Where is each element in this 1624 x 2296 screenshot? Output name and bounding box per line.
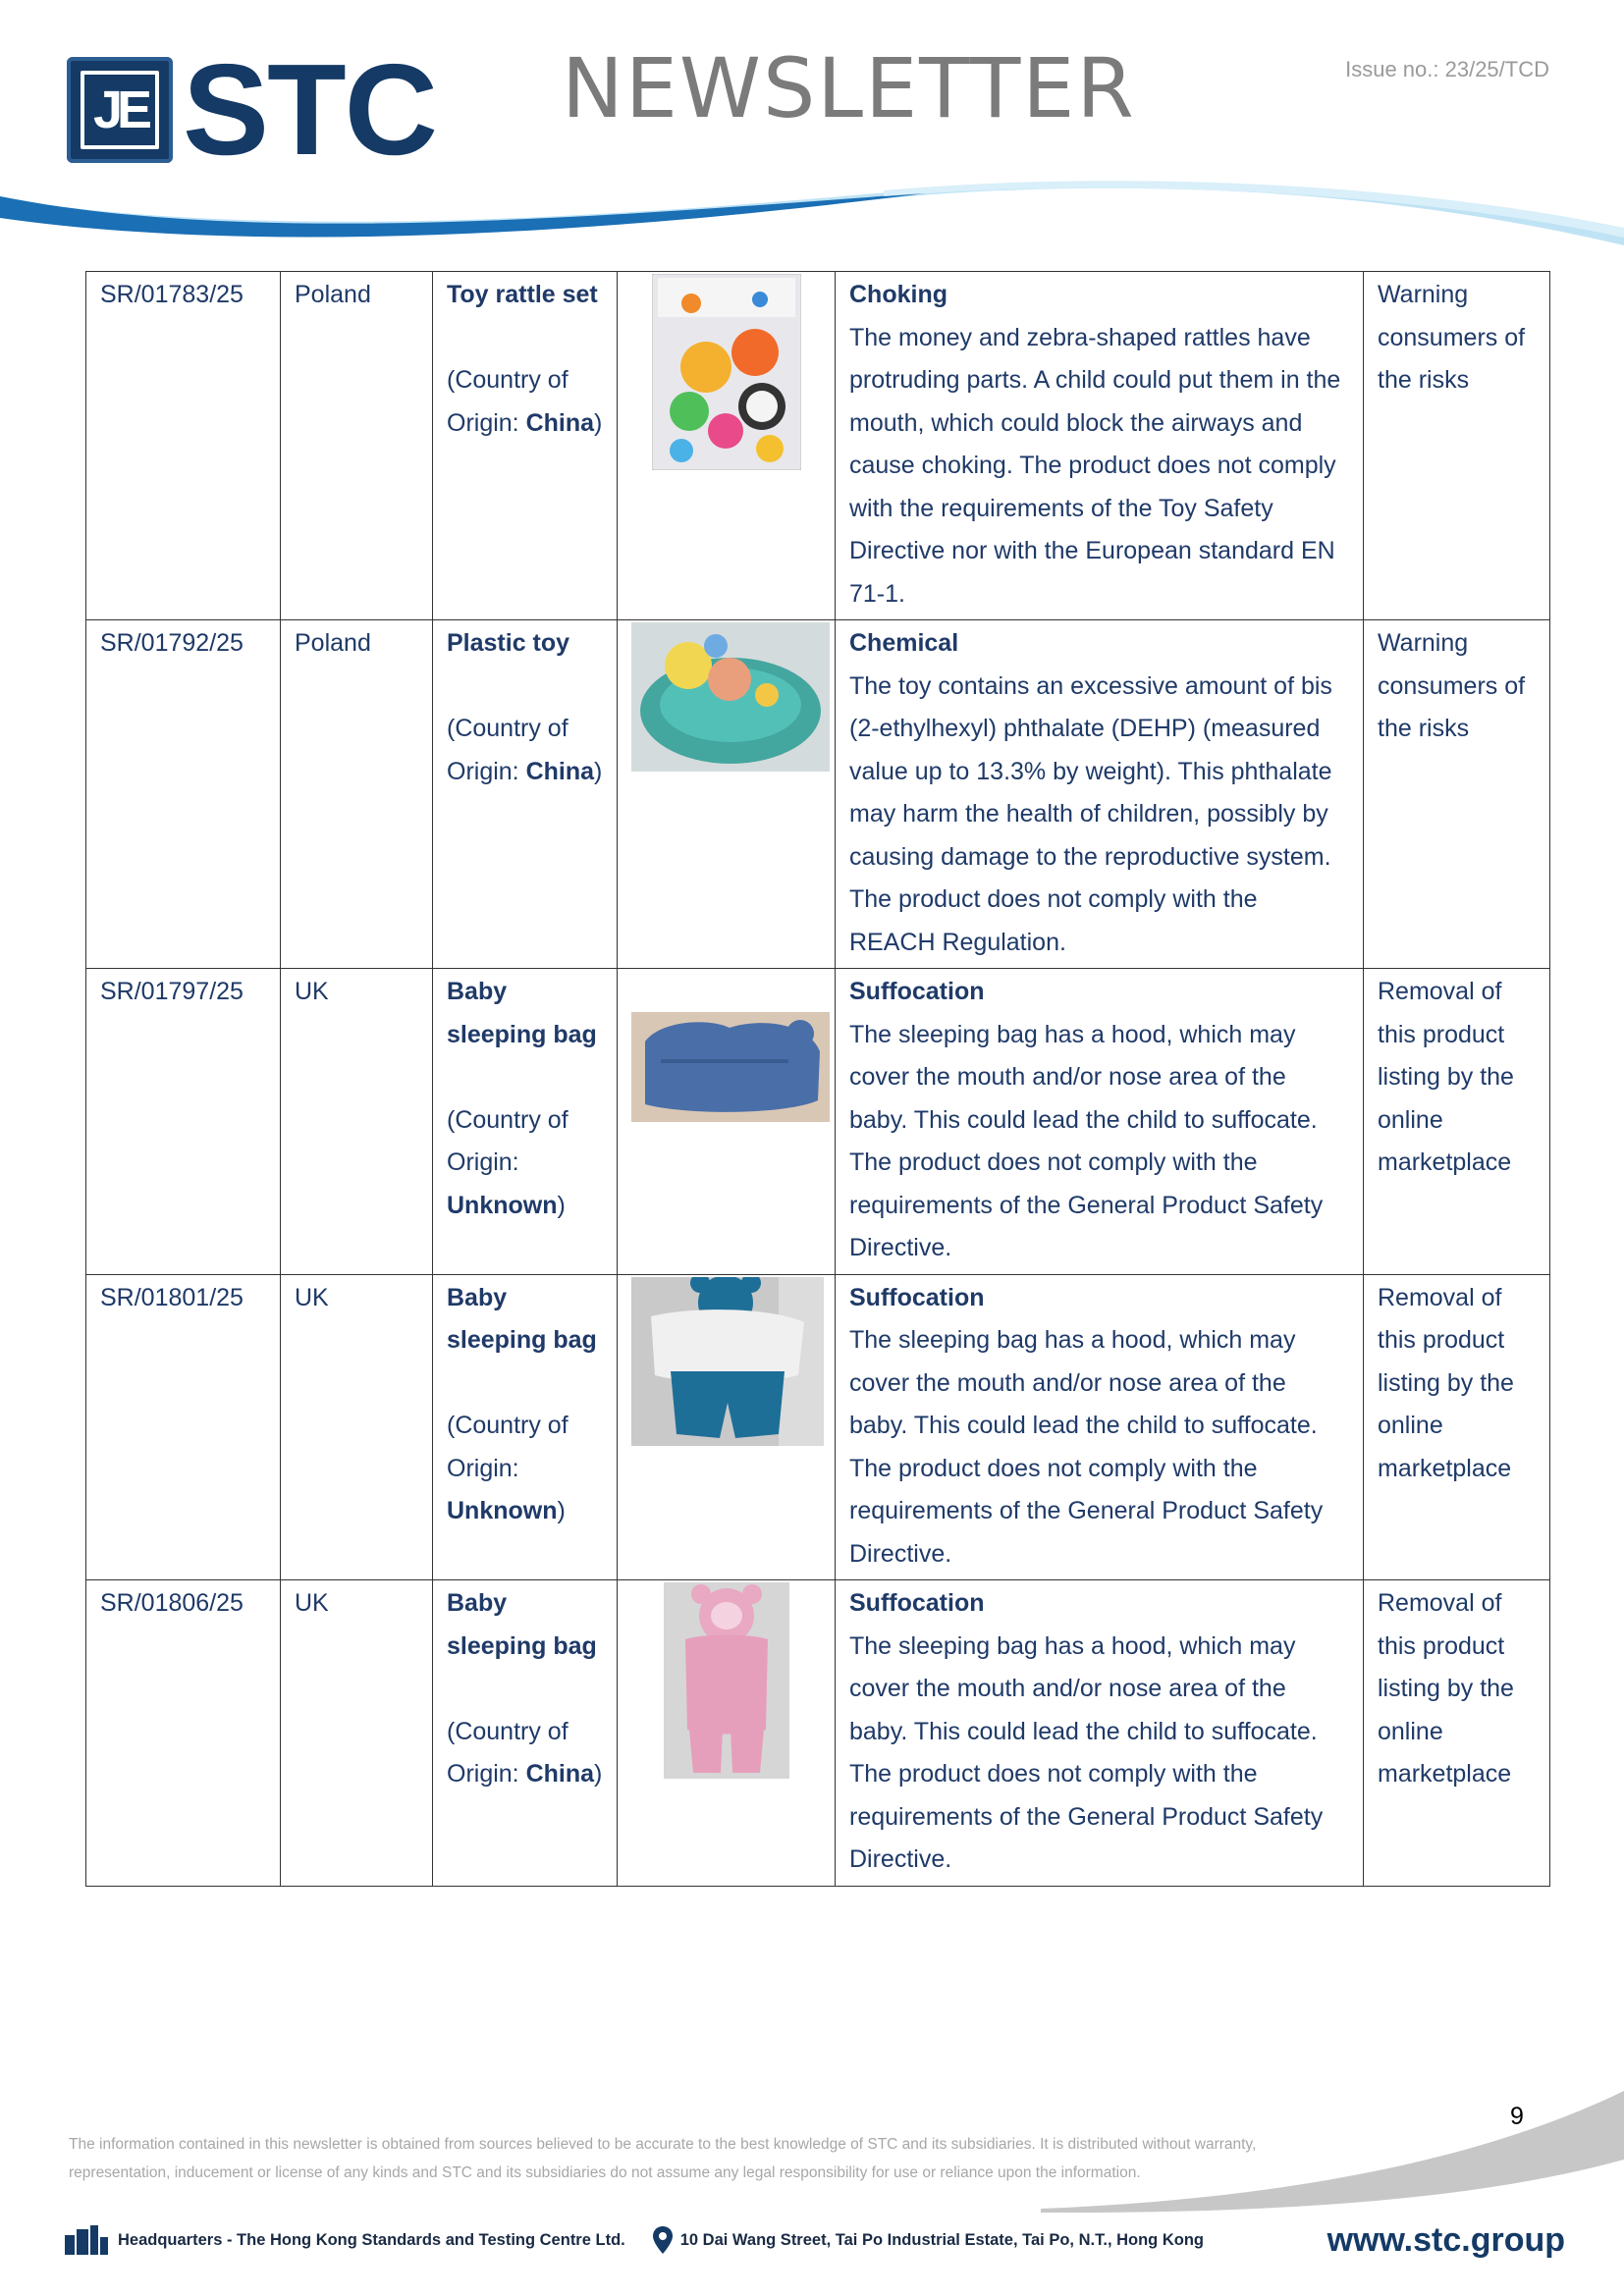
origin-value: Unknown <box>447 1497 558 1524</box>
table-row <box>86 272 1550 620</box>
page-header <box>0 0 1624 265</box>
pink-sleeping-bag-photo-icon <box>664 1582 789 1779</box>
country-of-origin: (Country of Origin: China) <box>447 715 603 785</box>
risk-description: The money and zebra-shaped rattles have protruding parts. A child could put them in the mouth, which could block the airways and cause choking. The product does not comply with the requirements of the Toy Safety Directive nor with the European standard EN 71-1. <box>849 323 1341 608</box>
location-pin-icon <box>653 2226 673 2254</box>
disclaimer: The information contained in this newsletter is obtained from sources believed to be accurate to the best knowledge of STC and its subsidiaries. It is distributed without warranty, representation, inducement or license of any kinds and STC and its subsidiaries do not assume any legal responsibility for use or reliance upon the information. <box>69 2136 1257 2181</box>
product-cell <box>433 969 618 1275</box>
table-row <box>86 620 1550 969</box>
measure: Removal of this product listing by the online marketplace <box>1364 1580 1550 1887</box>
country-of-origin: (Country of Origin: Unknown) <box>447 1105 568 1219</box>
header-swoosh <box>0 177 1624 265</box>
risk-type: Suffocation <box>849 1589 985 1617</box>
risk-type: Suffocation <box>849 1283 985 1311</box>
risk-cell <box>836 620 1364 969</box>
risk-description: The toy contains an excessive amount of bis (2-ethylhexyl) phthalate (DEHP) (measured value up to 13.3% by weight). This phthalate may harm the health of children, possibly by causing damage to the reproductive system. The product does not comply with the REACH Regulation. <box>849 671 1332 956</box>
product-image-cell <box>618 1274 836 1580</box>
origin-value: China <box>525 408 595 437</box>
plastic-toy-photo-icon <box>631 622 830 772</box>
headquarters-text: Headquarters - The Hong Kong Standards and Testing Centre Ltd. <box>118 2230 625 2249</box>
address-text: 10 Dai Wang Street, Tai Po Industrial Estate, Tai Po, N.T., Hong Kong <box>679 2230 1204 2249</box>
blue-sleeping-bag-photo-icon <box>631 1012 830 1122</box>
product-image-cell <box>618 969 836 1275</box>
footer-bar <box>63 2220 1565 2260</box>
measure: Warning consumers of the risks <box>1364 272 1550 620</box>
country-of-origin: (Country of Origin: Unknown) <box>447 1412 568 1524</box>
product-cell <box>433 1274 618 1580</box>
ref-number: SR/01792/25 <box>86 620 281 969</box>
country: UK <box>281 1274 433 1580</box>
blue-white-sleeping-bag-photo-icon <box>631 1277 824 1446</box>
risk-description: The sleeping bag has a hood, which may cover the mouth and/or nose area of the baby. This could lead the child to suffocate. The product does not comply with the requirements of the General Product Safety Directive. <box>849 1020 1324 1261</box>
product-name: Plastic toy <box>447 629 570 657</box>
issue-number: Issue no.: 23/25/TCD <box>1345 57 1549 81</box>
product-cell <box>433 272 618 620</box>
product-name: Baby sleeping bag <box>447 1589 597 1660</box>
logo-mark-letters: JE <box>81 71 159 149</box>
risk-type: Choking <box>849 281 947 308</box>
ref-number: SR/01806/25 <box>86 1580 281 1887</box>
risk-cell <box>836 969 1364 1275</box>
logo-text: STC <box>183 37 436 182</box>
country-of-origin: (Country of Origin: China) <box>447 1717 603 1788</box>
ref-number: SR/01783/25 <box>86 272 281 620</box>
newsletter-title: NEWSLETTER <box>562 40 1136 136</box>
risk-description: The sleeping bag has a hood, which may cover the mouth and/or nose area of the baby. This could lead the child to suffocate. The product does not comply with the requirements of the General Product Safety Directive. <box>849 1326 1324 1568</box>
footer-swoosh <box>1041 2091 1624 2218</box>
building-icon <box>63 2225 110 2255</box>
table-row <box>86 1274 1550 1580</box>
product-name: Toy rattle set <box>447 281 598 308</box>
product-cell <box>433 1580 618 1887</box>
risk-cell <box>836 272 1364 620</box>
product-image-cell <box>618 620 836 969</box>
product-name: Baby sleeping bag <box>447 1283 597 1354</box>
table-row <box>86 1580 1550 1887</box>
risk-description: The sleeping bag has a hood, which may cover the mouth and/or nose area of the baby. This could lead the child to suffocate. The product does not comply with the requirements of the General Product Safety Directive. <box>849 1631 1324 1873</box>
stc-logo <box>67 37 436 182</box>
product-image-cell <box>618 1580 836 1887</box>
country: UK <box>281 969 433 1275</box>
stc-logo-mark <box>67 57 173 163</box>
origin-value: China <box>525 757 595 785</box>
ref-number: SR/01797/25 <box>86 969 281 1275</box>
table-row <box>86 969 1550 1275</box>
product-name: Baby sleeping bag <box>447 978 597 1048</box>
country: Poland <box>281 272 433 620</box>
page-number: 9 <box>1510 2103 1524 2130</box>
ref-number: SR/01801/25 <box>86 1274 281 1580</box>
risk-type: Suffocation <box>849 978 985 1005</box>
measure: Warning consumers of the risks <box>1364 620 1550 969</box>
toy-rattle-set-photo-icon <box>652 274 801 470</box>
origin-value: Unknown <box>447 1191 558 1219</box>
product-image-cell <box>618 272 836 620</box>
risk-type: Chemical <box>849 629 959 657</box>
risk-cell <box>836 1580 1364 1887</box>
measure: Removal of this product listing by the online marketplace <box>1364 1274 1550 1580</box>
product-cell <box>433 620 618 969</box>
country: Poland <box>281 620 433 969</box>
country-of-origin: (Country of Origin: China) <box>447 366 603 437</box>
measure: Removal of this product listing by the online marketplace <box>1364 969 1550 1275</box>
product-recall-table <box>85 271 1550 1887</box>
origin-value: China <box>525 1760 595 1788</box>
website-link[interactable]: www.stc.group <box>1326 2220 1565 2259</box>
risk-cell <box>836 1274 1364 1580</box>
country: UK <box>281 1580 433 1887</box>
